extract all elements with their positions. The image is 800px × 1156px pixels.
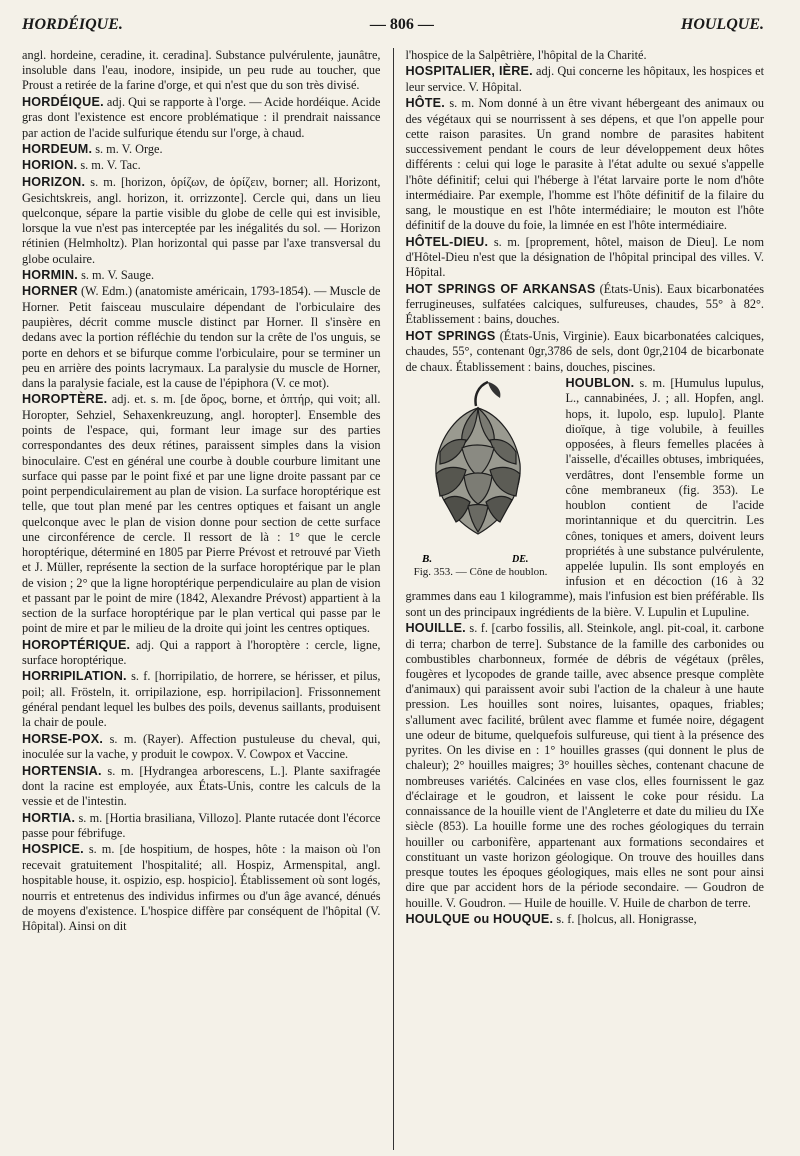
entry-definition: s. m. V. Orge. [95,141,163,156]
entry-definition: adj. Qui concerne les hôpitaux, les hospices et leur service. V. Hôpital. [405,64,764,94]
entry-headword: HORRIPILATION. [22,669,127,684]
two-column-body [22,48,764,1150]
dictionary-entry [406,96,765,233]
entry-definition: adj. Qui a rapport à l'horoptère : cercle, ligne, surface horoptérique. [22,637,381,668]
dictionary-entry [22,732,381,763]
dictionary-entry [406,48,765,63]
dictionary-entry [406,912,765,928]
entry-headword: HOUBLON. [565,375,635,390]
dictionary-entry [22,284,381,391]
dictionary-entry [22,392,381,636]
entry-definition: angl. hordeine, ceradine, it. ceradina]. Substance pulvérulente, jaunâtre, insoluble dans l'eau, inodore, insipide, un peu rude au toucher, que Proust a retirée de la farine d'orge, et qui n'est que du son très divisé. [22,48,381,93]
dictionary-entry [406,235,765,281]
dictionary-entry [406,621,765,911]
entry-definition: (W. Edm.) (anatomiste américain, 1793-1854). — Muscle de Horner. Petit faisceau musculaire dépendant de l'orbiculaire des paupières, décrit comme muscle distinct par Horner. Il s'insère en dedans avec la portion réfléchie du tendon sur la crête de l'os unguis, se porte en dehors et se bifurque comme l'orbiculaire, pour se terminer un peu en arrière des points lacrymaux. La paralysie du muscle de Horner, dans la paralysie faciale, est la cause de l'épiphora (V. ce mot). [22,284,381,391]
entry-definition: adj. et. s. m. [de ὅρος, borne, et ὀπτήρ, qui voit; all. Horopter, Sehziel, Sehaxenkreuzung, angl. horopter]. Ensemble des points de l'espace, qui, formant leur image sur des parties correspondantes des deux rétines, paraissent simples dans la vision binoculaire. C'est en général une courbe à double courbure limitant une surface qui passe par le point fixé et par une ligne droite passant par ce point perpendiculairement au plan de vision. La surface horoptérique est telle, que tout plan mené par les centres optiques et faisant un angle quelconque avec le plan de vision donne pour section de cette surface une circonférence de cercle. Il ressort de là : 1° que le cercle horoptérique, déterminé en 1805 par Pierre Prévost et retrouvé par Vieth et J. Müller, représente la section de la surface horoptérique par le plan de vision ; 2° que la ligne horoptérique perpendiculaire au plan de vision et passant par le point de mire (1842, Alexandre Prévost) appartient à la section de la surface horoptérique par le plan vertical qui passe par le point de mire et par le milieu de la droite qui joint les centres optiques. [22,392,381,636]
entry-headword: HOROPTÉRIQUE. [22,637,131,652]
entry-definition: s. m. [Humulus lupulus, L., cannabinées, J. ; all. Hopfen, angl. hops, it. lupolo, esp. lupulo]. Plante dioïque, à tige volubile, à feuilles opposées, à fleurs femelles placées à l'aisselle, d'écailles obtuses, imbriquées, verdâtres, dont l'ensemble forme un cône membraneux (fig. 353). Le houblon contient de l'acide morintannique et du quercitrin. Les cônes, toniques et amers, doivent leurs propriétés à une substance pulvérulente, appelée lupulin. Ils sont employés en infusion et en décoction (16 à 32 grammes dans eau 1 kilogramme), mais l'infusion est bien préférable. Ils sont un des principaux ingrédients de la bière. V. Lupulin et Lupuline. [405,375,764,619]
right-column [394,48,765,1150]
dictionary-entry [22,638,381,669]
header-right-word: HOULQUE. [680,16,764,33]
entry-headword: HORSE-POX. [22,731,104,746]
entry-definition: s. m. [de hospitium, de hospes, hôte : la maison où l'on recevait gratuitement l'hospitalité; all. Hospiz, Armenspital, angl. hospitable house, it. ospizio, esp. hospicio]. Établissement où sont logés, nourris et entretenus des individus infirmes ou d'un âge avancé, dénués de moyens d'existence. L'hospice diffère par conséquent de l'hôpital (V. Hôpital). Ainsi on dit [22,842,381,933]
dictionary-entry [22,811,381,842]
entry-definition: s. m. [Hydrangea arborescens, L.]. Plante saxifragée dont la racine est employée, aux États-Unis, contre les calculs de la vessie et de l'intestin. [22,763,381,809]
entry-definition: s. f. [horripilatio, de horrere, se hérisser, et pilus, poil; all. Frösteln, it. orripilazione, esp. horripilacion]. Frissonnement général pendant lequel les bulbes des poils, devenus saillants, produisent la chair de poule. [22,669,381,730]
entry-definition: s. m. [proprement, hôtel, maison de Dieu]. Le nom d'Hôtel-Dieu n'est que la désignation de l'hôpital principal des villes. V. Hôpital. [405,234,764,280]
entry-headword: HOT SPRINGS OF ARKANSAS [405,281,596,296]
entry-headword: HÔTEL-DIEU. [405,234,489,249]
entry-definition: s. f. [holcus, all. Honigrasse, [556,911,697,926]
dictionary-entry [22,48,381,94]
dictionary-entry [22,95,381,141]
left-column [22,48,394,1150]
entry-definition: (États-Unis, Virginie). Eaux bicarbonatées calciques, chaudes, 55°, contenant 0gr,3786 de sels, dont 0gr,2104 de bicarbonate de chaux. Établissement : bains, douches, piscines. [405,328,764,374]
entry-headword: HOULQUE ou HOUQUE. [405,911,554,926]
hop-cone-illustration [416,378,546,566]
dictionary-entry [22,764,381,810]
entry-headword: HORDEUM. [22,141,93,156]
entry-definition: s. m. [horizon, ὁρίζων, de ὁρίζειν, borner; all. Horizont, Gesichtskreis, angl. horizon, it. orrizzonte]. Cercle qui, dans un lieu quelconque, sépare la partie visible du globe de celle qui est invisible, lorsque la vue n'est pas interceptée par les inégalités du sol. — Horizon rétinien (Helmholtz). Plan horizontal qui passe par l'axe transversal du globe oculaire. [22,175,381,266]
engraver-mark-right: DE. [511,553,528,565]
figure-caption: Fig. 353. — Cône de houblon. [413,565,548,578]
entry-headword: HORIZON. [22,175,86,189]
entry-headword: HÔTE. [405,96,445,111]
entry-headword: HOSPITALIER, IÈRE. [405,64,533,79]
entry-headword: HORDÉIQUE. [22,94,104,109]
entry-headword: HOT SPRINGS [405,328,496,343]
entry-definition: s. f. [carbo fossilis, all. Steinkole, angl. pit-coal, it. carbone di terra; charbon de terre]. Substance de la famille des carbonides ou combustibles charbonneux, formée de débris de végétaux (prêles, fougères et lycopodes de grande taille, avec absence presque complète d'animaux) qui paraissent avoir subi l'action de la chaleur à une haute pression. Les houilles sont noires, luisantes, opaques, friables; s'allument avec facilité, brûlent avec flamme et fumée noire, dégagent une odeur de bitume, quelquefois sulfureuse, qui tient à la présence des pyrites. On les divise en : 1° houilles grasses (qui donnent le plus de chaleur); 2° houilles maigres; 3° houilles sèches, contenant chacune de nombreuses variétés. Calcinées en vase clos, elles fournissent le gaz d'éclairage et le goudron, et laissent le coke pour résidu. La connaissance de la houille vient de l'Angleterre et date du milieu du IXe siècle (853). La houille forme une des roches géologiques du terrain houiller ou carbonifère, appartenant aux formations secondaires et constituant un vaste horizon géologique. On trouve des houilles dans presque toutes les époques géologiques, mais elles ne sont pour ainsi dire que par accident hors de la période secondaire. — Goudron de houille. V. Goudron. — Huile de houille. V. Huile de charbon de terre. [405,620,764,910]
page-number: — 806 — [369,16,434,33]
dictionary-entry [406,282,765,328]
hop-cone-figure [406,378,556,579]
entry-definition: (États-Unis). Eaux bicarbonatées ferrugineuses, sulfatées calciques, sulfureuses, chaudes, 55° à 82°. Établissement : bains, douches. [405,281,764,327]
entry-headword: HORION. [22,158,78,173]
entry-definition: s. m. [Hortia brasiliana, Villozo]. Plante rutacée dont l'écorce passe pour fébrifuge. [22,810,381,841]
entry-definition: l'hospice de la Salpêtrière, l'hôpital de la Charité. [405,48,647,62]
dictionary-entry [406,329,765,375]
entry-headword: HOSPICE. [22,842,84,857]
entry-headword: HOUILLE. [405,620,466,635]
header-left-word: HORDÉIQUE. [22,16,123,33]
running-header [22,16,764,40]
dictionary-entry [22,842,381,934]
dictionary-entry [22,669,381,730]
dictionary-entry [22,142,381,158]
entry-definition: s. m. V. Tac. [80,158,141,173]
dictionary-entry [22,175,381,267]
entry-definition: adj. Qui se rapporte à l'orge. — Acide hordéique. Acide gras dont l'existence est encore problématique : il prendrait naissance par action de l'acide sulfurique étendu sur l'orge, à chaud. [22,94,381,140]
dictionary-entry [22,158,381,174]
entry-headword: HORMIN. [22,267,78,282]
entry-headword: HORTIA. [22,810,76,825]
dictionary-entry [22,268,381,284]
entry-headword: HORTENSIA. [22,763,102,778]
entry-definition: s. m. V. Sauge. [81,267,155,282]
entry-definition: s. m. (Rayer). Affection pustuleuse du cheval, qui, inoculée sur la vache, y produit le cowpox. V. Cowpox et Vaccine. [22,731,381,762]
entry-headword: HOROPTÈRE. [22,392,108,407]
engraver-mark-left: B. [421,552,432,565]
dictionary-entry [406,64,765,95]
entry-definition: s. m. Nom donné à un être vivant hébergeant des animaux ou des végétaux qui se nourrissent à ses dépens, et que l'on appelle pour cette raison parasites. Un grand nombre de parasites habitent successivement pendant le cours de leur développement deux hôtes différents : celui qui loge le parasite à l'état adulte ou sexué s'appelle l'hôte définitif; celui qui l'héberge à l'état larvaire porte le nom d'hôte intermédiaire. Par exemple, l'homme est l'hôte définitif de la filaire du sang, le moustique en est l'hôte intermédiaire; le mouton est l'hôte définitif de la douve du foie, la limnée en est l'hôte intermédiaire. [405,96,764,233]
entry-headword: HORNER [22,284,78,299]
